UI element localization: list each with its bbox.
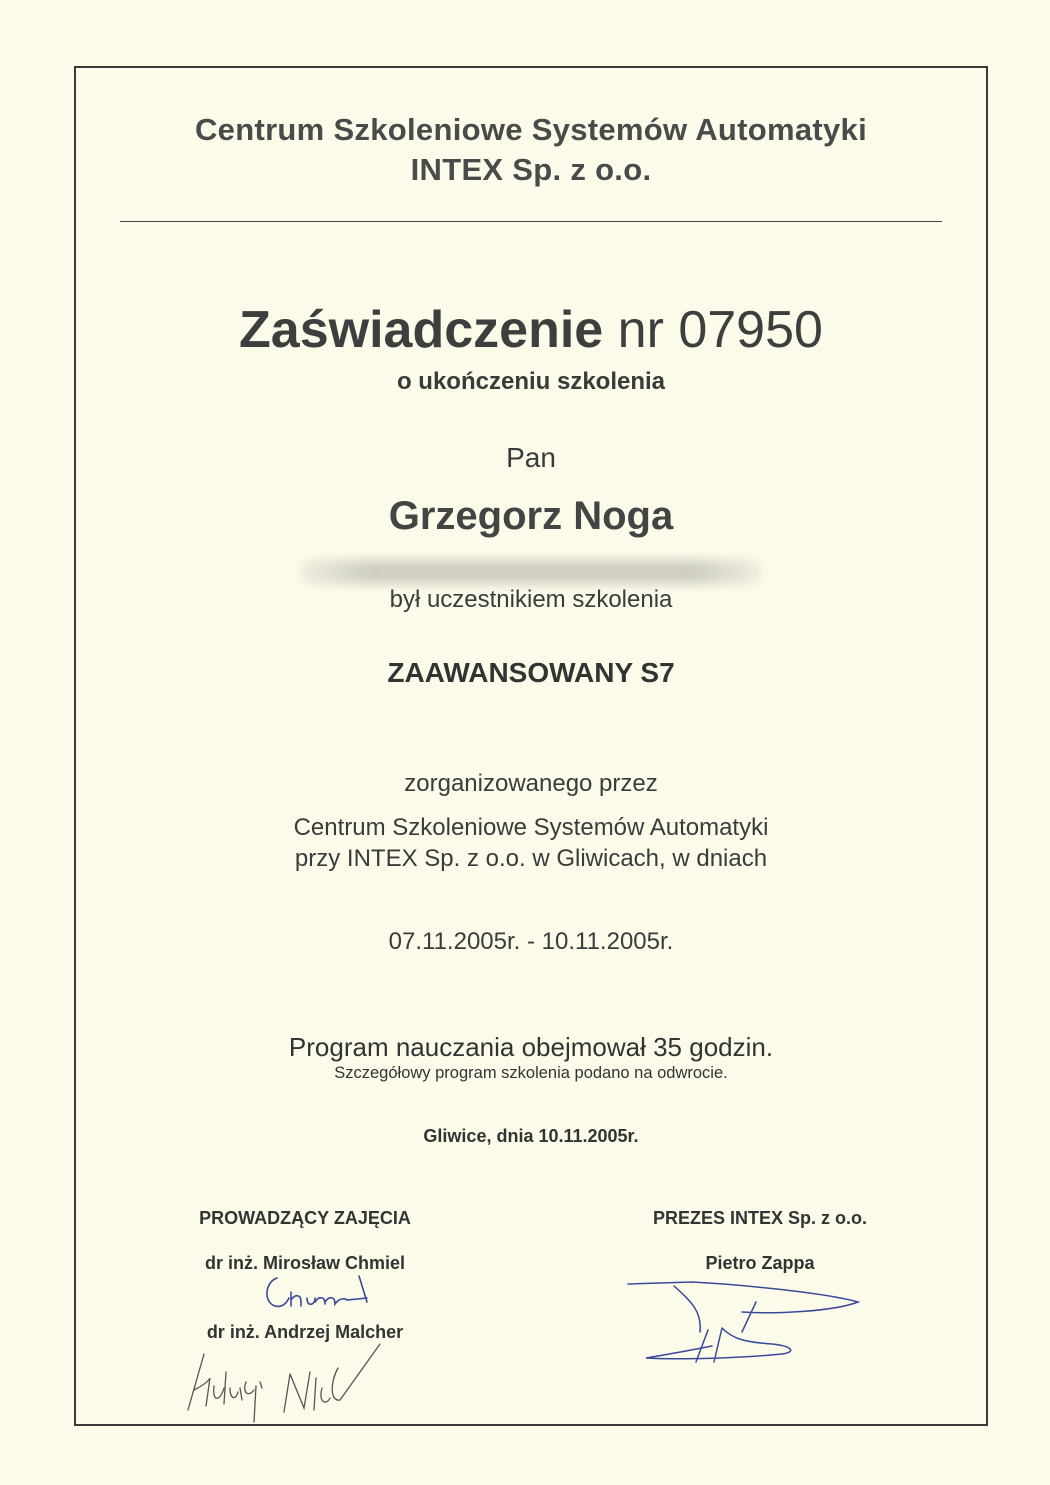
issuer-name-line2: INTEX Sp. z o.o. — [410, 152, 652, 187]
program-hours: Program nauczania obejmował 35 godzin. — [288, 1032, 774, 1062]
program-note: Szczegółowy program szkolenia podano na odwrocie. — [334, 1064, 728, 1082]
president-name: Pietro Zappa — [705, 1253, 815, 1273]
training-dates: 07.11.2005r. - 10.11.2005r. — [388, 928, 674, 955]
organizer-line1: Centrum Szkoleniowe Systemów Automatyki — [293, 814, 769, 841]
instructor-2-name: dr inż. Andrzej Malcher — [206, 1322, 404, 1342]
organized-by-label: zorganizowanego przez — [404, 770, 658, 797]
redacted-birth-info — [300, 560, 762, 584]
place-and-date: Gliwice, dnia 10.11.2005r. — [423, 1126, 639, 1146]
participant-statement: był uczestnikiem szkolenia — [389, 586, 673, 613]
header-divider — [120, 221, 942, 222]
certificate-number: nr 07950 — [617, 301, 823, 359]
instructors-heading: PROWADZĄCY ZAJĘCIA — [199, 1208, 411, 1228]
issuer-name-line1: Centrum Szkoleniowe Systemów Automatyki — [194, 112, 868, 147]
signature-malcher — [180, 1342, 390, 1427]
certificate-title — [74, 300, 988, 360]
organizer-line2: przy INTEX Sp. z o.o. w Gliwicach, w dniach — [294, 845, 768, 872]
signature-zappa — [622, 1272, 872, 1372]
certificate-subtitle: o ukończeniu szkolenia — [396, 368, 666, 395]
instructor-1-name: dr inż. Mirosław Chmiel — [204, 1253, 406, 1273]
salutation: Pan — [506, 442, 556, 473]
president-heading: PREZES INTEX Sp. z o.o. — [652, 1208, 868, 1228]
course-name: ZAAWANSOWANY S7 — [387, 657, 675, 688]
signature-chmiel — [255, 1272, 375, 1322]
recipient-name: Grzegorz Noga — [388, 494, 674, 538]
title-word: Zaświadczenie — [239, 301, 604, 359]
